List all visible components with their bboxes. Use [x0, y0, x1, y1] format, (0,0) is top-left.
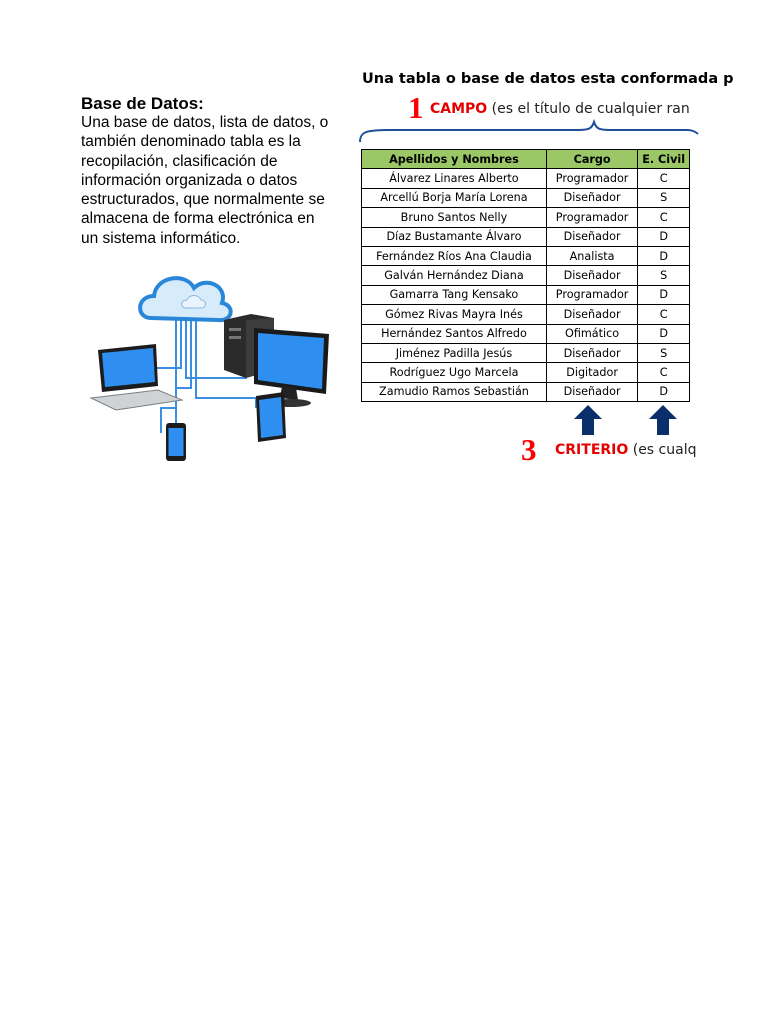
cell-nombre: Álvarez Linares Alberto	[362, 169, 547, 188]
cell-cargo: Ofimático	[546, 324, 637, 343]
criterio-label: CRITERIO	[555, 442, 629, 458]
cell-estado-civil: D	[638, 285, 690, 304]
cell-nombre: Rodríguez Ugo Marcela	[362, 363, 547, 382]
cell-estado-civil: D	[638, 227, 690, 246]
cell-cargo: Digitador	[546, 363, 637, 382]
cell-estado-civil: S	[638, 343, 690, 362]
cell-cargo: Programador	[546, 169, 637, 188]
cell-nombre: Arcellú Borja María Lorena	[362, 188, 547, 207]
table-row	[362, 305, 690, 324]
header-estado-civil: E. Civil	[638, 150, 690, 169]
cell-cargo: Analista	[546, 246, 637, 265]
cell-estado-civil: D	[638, 246, 690, 265]
cell-nombre: Hernández Santos Alfredo	[362, 324, 547, 343]
criterio-description: (es cualq	[628, 442, 697, 458]
criterio-annotation	[555, 441, 696, 459]
cloud-icon	[140, 278, 231, 320]
table-heading: Una tabla o base de datos esta conformada p	[362, 71, 734, 87]
cell-estado-civil: D	[638, 382, 690, 401]
arrow-up-icon	[648, 404, 678, 436]
cell-estado-civil: D	[638, 324, 690, 343]
table-row	[362, 246, 690, 265]
criterio-number: 3	[521, 432, 537, 467]
campo-annotation	[430, 100, 690, 118]
laptop-icon	[91, 344, 182, 410]
section-title: Base de Datos:	[81, 94, 204, 113]
cell-nombre: Gómez Rivas Mayra Inés	[362, 305, 547, 324]
table-row	[362, 208, 690, 227]
cell-nombre: Gamarra Tang Kensako	[362, 285, 547, 304]
smartphone-icon	[166, 423, 186, 461]
table-row	[362, 227, 690, 246]
cell-nombre: Jiménez Padilla Jesús	[362, 343, 547, 362]
cell-nombre: Fernández Ríos Ana Claudia	[362, 246, 547, 265]
network-illustration	[86, 258, 336, 468]
cell-nombre: Bruno Santos Nelly	[362, 208, 547, 227]
table-row	[362, 363, 690, 382]
cell-cargo: Diseñador	[546, 305, 637, 324]
cell-cargo: Programador	[546, 285, 637, 304]
campo-label: CAMPO	[430, 101, 488, 117]
table-header-row	[362, 150, 690, 169]
table-row	[362, 285, 690, 304]
cell-cargo: Diseñador	[546, 343, 637, 362]
table-row	[362, 382, 690, 401]
cell-estado-civil: S	[638, 188, 690, 207]
cell-cargo: Diseñador	[546, 188, 637, 207]
cell-estado-civil: C	[638, 208, 690, 227]
cell-estado-civil: C	[638, 363, 690, 382]
curly-brace	[358, 122, 698, 146]
cell-estado-civil: C	[638, 169, 690, 188]
header-nombres: Apellidos y Nombres	[362, 150, 547, 169]
tablet-icon	[256, 392, 286, 442]
table-row	[362, 343, 690, 362]
database-table	[361, 149, 690, 402]
cell-nombre: Zamudio Ramos Sebastián	[362, 382, 547, 401]
table-row	[362, 324, 690, 343]
table-row	[362, 266, 690, 285]
cell-cargo: Diseñador	[546, 227, 637, 246]
cell-estado-civil: S	[638, 266, 690, 285]
cell-cargo: Diseñador	[546, 382, 637, 401]
cell-nombre: Díaz Bustamante Álvaro	[362, 227, 547, 246]
arrow-up-icon	[573, 404, 603, 436]
cell-nombre: Galván Hernández Diana	[362, 266, 547, 285]
table-row	[362, 169, 690, 188]
definition-text: Una base de datos, lista de datos, o también denominado tabla es la recopilación, clasificación de información organizada o datos estructurados, que normalmente se almacena de forma electrónica en un sistema informático.	[81, 114, 329, 247]
campo-description: (es el título de cualquier ran	[487, 101, 690, 117]
header-cargo: Cargo	[546, 150, 637, 169]
campo-number: 1	[408, 90, 424, 125]
cell-cargo: Programador	[546, 208, 637, 227]
table-row	[362, 188, 690, 207]
cell-cargo: Diseñador	[546, 266, 637, 285]
cell-estado-civil: C	[638, 305, 690, 324]
